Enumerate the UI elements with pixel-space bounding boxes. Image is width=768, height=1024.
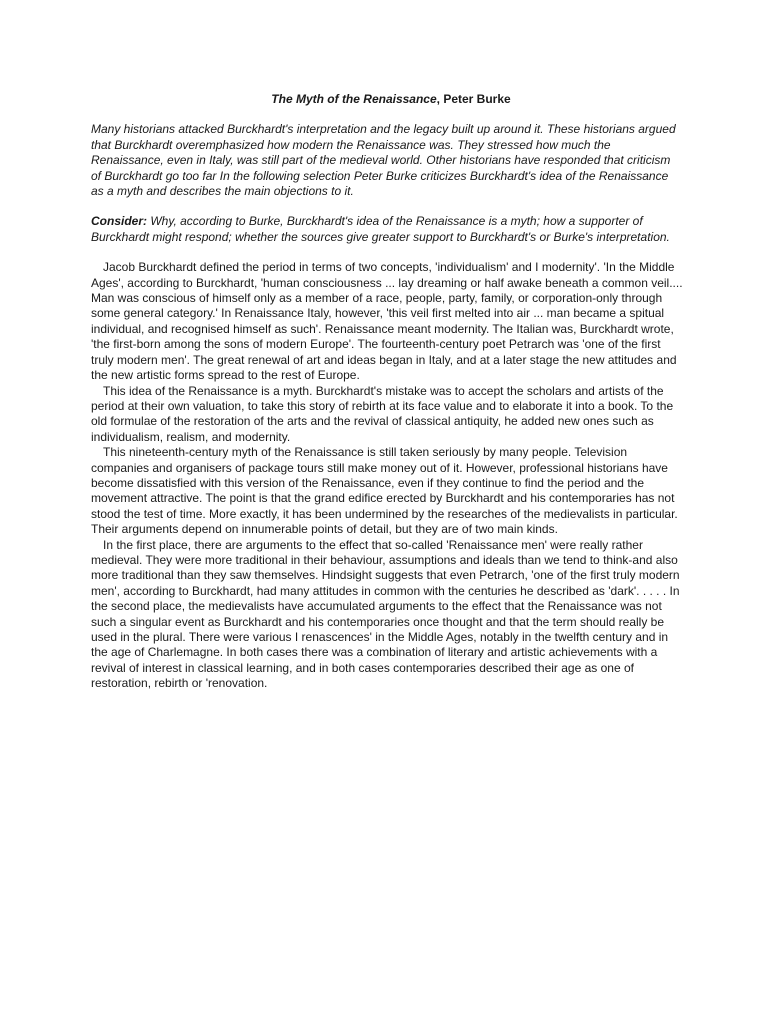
intro-paragraph: Many historians attacked Burckhardt's interpretation and the legacy built up around it. These historians argued that Burckhardt overemphasized how modern the Renaissance was. They stressed how much the Renaissance, even in Italy, was still part of the medieval world. Other historians have responded that criticism of Burckhardt go too far In the following selection Peter Burke criticizes Burckhardt's idea of the Renaissance as a myth and describes the main objections to it.	[91, 122, 676, 199]
document-page	[91, 92, 683, 692]
consider-text: Why, according to Burke, Burckhardt's idea of the Renaissance is a myth; how a supporter of Burckhardt might respond; whether the sources give greater support to Burckhardt's or Burke's interpretation.	[91, 214, 670, 244]
document-title	[91, 92, 683, 107]
body-paragraph-3: This nineteenth-century myth of the Renaissance is still taken seriously by many people. Television companies and organisers of package tours still make money out of it. However, professional historians have become dissatisfied with this version of the Renaissance, even if they continue to find the period and the movement attractive. The point is that the grand edifice erected by Burckhardt and his contemporaries has not stood the test of time. More exactly, it has been undermined by the researches of the medievalists in particular. Their arguments depend on innumerable points of detail, but they are of two main kinds.	[91, 445, 678, 537]
body-paragraph-1: Jacob Burckhardt defined the period in terms of two concepts, 'individualism' and I modernity'. 'In the Middle Ages', according to Burckhardt, 'human consciousness ... lay dreaming or half awake beneath a common veil.... Man was conscious of himself only as a member of a race, people, party, family, or corporation-only through some general category.' In Renaissance Italy, however, 'this veil first melted into air ... man became a spitual individual, and recognised himself as such'. Renaissance meant modernity. The Italian was, Burckhardt wrote, 'the first-born among the sons of modern Europe'. The fourteenth-century poet Petrarch was 'one of the first truly modern men'. The great renewal of art and ideas began in Italy, and at a later stage the new attitudes and the new artistic forms spread to the rest of Europe.	[91, 260, 683, 383]
consider-label: Consider:	[91, 214, 148, 229]
title-work: The Myth of the Renaissance	[271, 92, 437, 106]
title-author: , Peter Burke	[436, 92, 511, 106]
body-paragraph-4: In the first place, there are arguments to the effect that so-called 'Renaissance men' were really rather medieval. They were more traditional in their behaviour, assumptions and ideals than we tend to think-and also more traditional than they saw themselves. Hindsight suggests that even Petrarch, 'one of the first truly modern men', according to Burckhardt, had many attitudes in common with the centuries he described as 'dark'. . . . . In the second place, the medievalists have accumulated arguments to the effect that the Renaissance was not such a singular event as Burckhardt and his contemporaries once thought and that the term should really be used in the plural. There were various I renascences' in the Middle Ages, notably in the twelfth century and in the age of Charlemagne. In both cases there was a combination of literary and artistic achievements with a revival of interest in classical learning, and in both cases contemporaries described their age as one of restoration, rebirth or 'renovation.	[91, 537, 680, 691]
consider-paragraph	[91, 214, 683, 245]
body-paragraph-2: This idea of the Renaissance is a myth. Burckhardt's mistake was to accept the scholars and artists of the period at their own valuation, to take this story of rebirth at its face value and to elaborate it into a book. To the old formulae of the restoration of the arts and the revival of classical antiquity, he added new ones such as individualism, realism, and modernity.	[91, 383, 674, 444]
